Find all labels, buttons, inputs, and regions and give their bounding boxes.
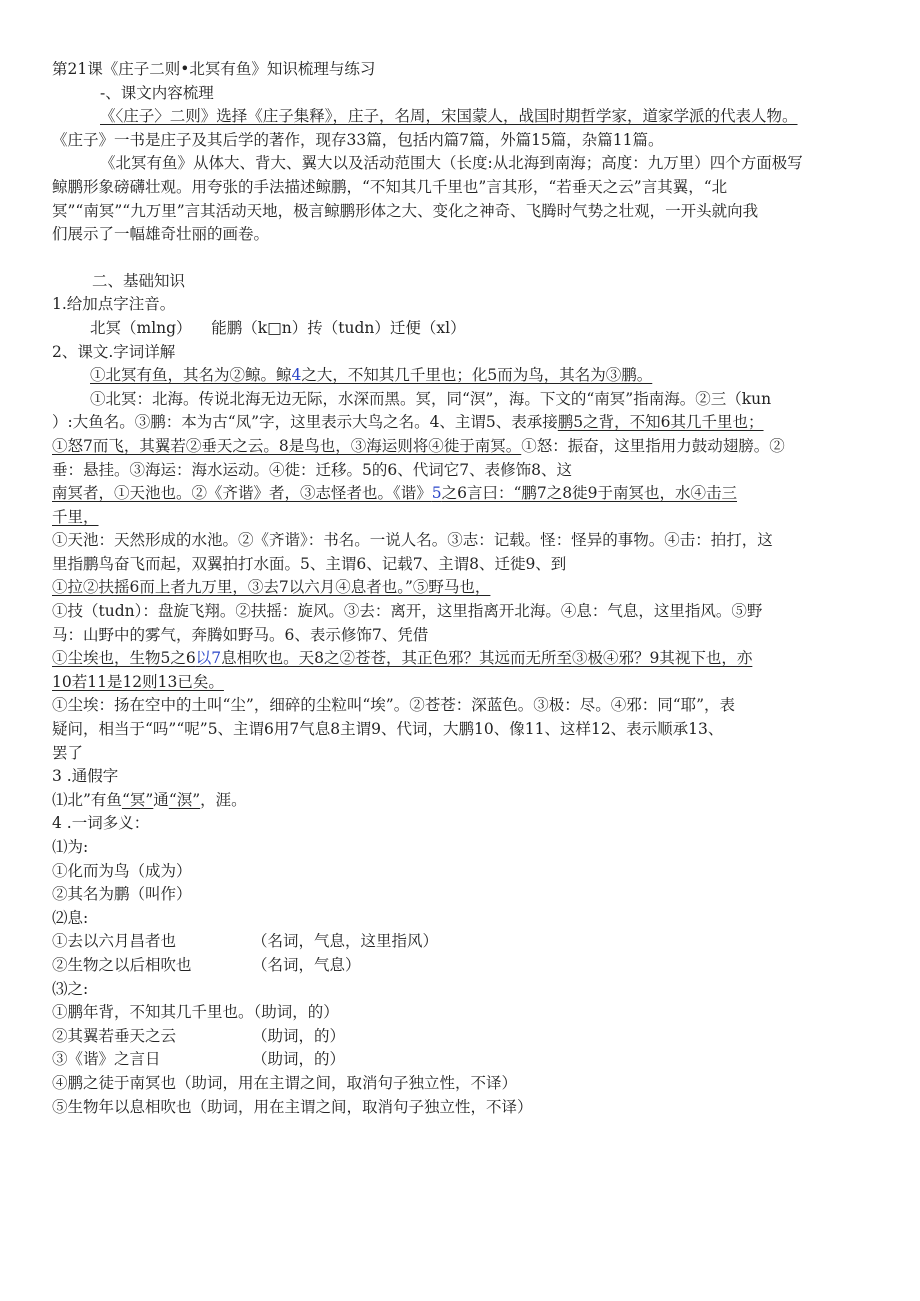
text-passage-4-line-1: ①尘埃也，生物5之6以7息相吹也。天8之②苍苍，其正色邪？其远而无所至③极④邪？9其视下也，亦: [52, 649, 753, 668]
notes-3-line-2: 马：山野中的雾气，奔腾如野马。6、表示修饰7、凭借: [52, 625, 429, 644]
notes-4-line-1: ①尘埃：扬在空中的土叫“尘”，细碎的尘粒叫“埃”。②苍苍：深蓝色。③极：尽。④邪：同“耶”，表: [52, 696, 736, 715]
polysemy-example: ②其翼若垂天之云 （助词，的）: [52, 1026, 346, 1045]
text-passage-2-line-1: 南冥者，①天池也。②《齐谐》者，③志怪者也。《谐》5之6言曰：“鹏7之8徙9于南冥也，水④击三: [52, 484, 738, 503]
notes-2-line-2: 里指鹏鸟奋飞而起，双翼拍打水面。5、主谓6、记载7、主谓8、迁徙9、到: [52, 554, 567, 573]
text-passage-4-line-2: 10若11是12则13已矣。: [52, 672, 224, 691]
polysemy-example: ②生物之以后相吹也 （名词，气息）: [52, 955, 361, 974]
document-title: 第21课《庄子二则•北冥有鱼》知识梳理与练习: [52, 60, 376, 78]
polysemy-example: ③《谐》之言日 （助词，的）: [52, 1050, 346, 1069]
polysemy-example: ①鹏年背，不知其几千里也。（助词，的）: [52, 1003, 339, 1022]
notes-2-line-1: ①天池：天然形成的水池。②《齐谐》：书名。一说人名。③志：记载。怪：怪异的事物。④击：拍打，这: [52, 531, 773, 550]
notes-4-line-3: 罢了: [52, 743, 84, 762]
intro-line-2: 《庄子》一书是庄子及其后学的著作，现存33篇，包括内篇7篇，外篇15篇，杂篇11篇。: [52, 130, 664, 149]
section-1-heading: -、课文内容梳理: [100, 83, 214, 102]
notes-1-line-3: ①怒7而飞，其翼若②垂天之云。8是鸟也，③海运则将④徙于南冥。①怒：振奋，这里指用力鼓动翅膀。②: [52, 436, 785, 455]
notes-4-line-2: 疑问，相当于“吗”“呢”5、主谓6用7气息8主谓9、代词，大鹏10、像11、这样12、表示顺承13、: [52, 720, 724, 739]
question-3: 3 .通假字: [52, 767, 119, 786]
pinyin-answers: 北冥（mlng） 能鹏（k□n）抟（tudn）迁便（xl）: [90, 318, 466, 337]
question-1: 1.给加点字注音。: [52, 295, 176, 314]
polysemy-label-zhi: ⑶之:: [52, 979, 89, 998]
summary-line-2: 鲸鹏形象磅礴壮观。用夸张的手法描述鲸鹏，“不知其几千里也”言其形，“若垂天之云”言其翼，“北: [52, 177, 728, 196]
polysemy-example: ②其名为鹏（叫作）: [52, 885, 192, 904]
polysemy-example: ⑤生物年以息相吹也（助词，用在主谓之间，取消句子独立性，不译）: [52, 1097, 533, 1116]
question-2: 2、课文.字词详解: [52, 342, 176, 361]
text-passage-1: ①北冥有鱼，其名为②鲸。鲸4之大，不知其几千里也；化5而为鸟，其名为③鹏。: [90, 366, 653, 385]
text-passage-3: ①拉②扶摇6而上者九万里，③去7以六月④息者也。”⑤野马也，: [52, 578, 491, 597]
polysemy-example: ①去以六月昌者也 （名词，气息，这里指风）: [52, 932, 439, 951]
section-2-heading: 二、基础知识: [92, 271, 186, 290]
notes-1-line-1: ①北冥：北海。传说北海无边无际，水深而黑。冥，同“溟”，海。下文的“南冥”指南海。②三（kun: [90, 389, 772, 408]
notes-1-line-4: 垂：悬挂。③海运：海水运动。④徙：迁移。5的6、代词它7、表修饰8、这: [52, 460, 572, 479]
intro-line-1: 《〈庄子〉二则》选择《庄子集释》，庄子，名周，宋国蒙人，战国时期哲学家，道家学派的代表人物。: [100, 107, 798, 126]
question-4: 4 .一词多义：: [52, 814, 150, 833]
summary-line-1: 《北冥有鱼》从体大、背大、翼大以及活动范围大（长度:从北海到南海；高度：九万里）四个方面极写: [100, 154, 803, 173]
summary-line-3: 冥”“南冥”“九万里”言其活动天地，极言鲸鹏形体之大、变化之神奇、飞腾时气势之壮观，一开头就向我: [52, 201, 759, 220]
text-passage-2-line-2: 千里，: [52, 507, 99, 526]
notes-3-line-1: ①技（tudn）：盘旋飞翔。②扶摇：旋风。③去：离开，这里指离开北海。④息：气息，这里指风。⑤野: [52, 602, 763, 621]
polysemy-example: ④鹏之徒于南冥也（助词，用在主谓之间，取消句子独立性，不译）: [52, 1073, 518, 1092]
summary-line-4: 们展示了一幅雄奇壮丽的画卷。: [52, 225, 270, 244]
polysemy-example: ①化而为鸟（成为）: [52, 861, 192, 880]
notes-1-line-2: ）:大鱼名。③鹏：本为古“凤”字，这里表示大鸟之名。4、主谓5、表承接鹏5之背，不知6其几千里也；: [52, 413, 764, 432]
polysemy-label-wei: ⑴为:: [52, 838, 89, 856]
polysemy-label-xi: ⑵息:: [52, 908, 89, 927]
tongjia-item: ⑴北”有鱼“冥”通“溟”，涯。: [52, 790, 247, 809]
document-page: [52, 58, 882, 1119]
